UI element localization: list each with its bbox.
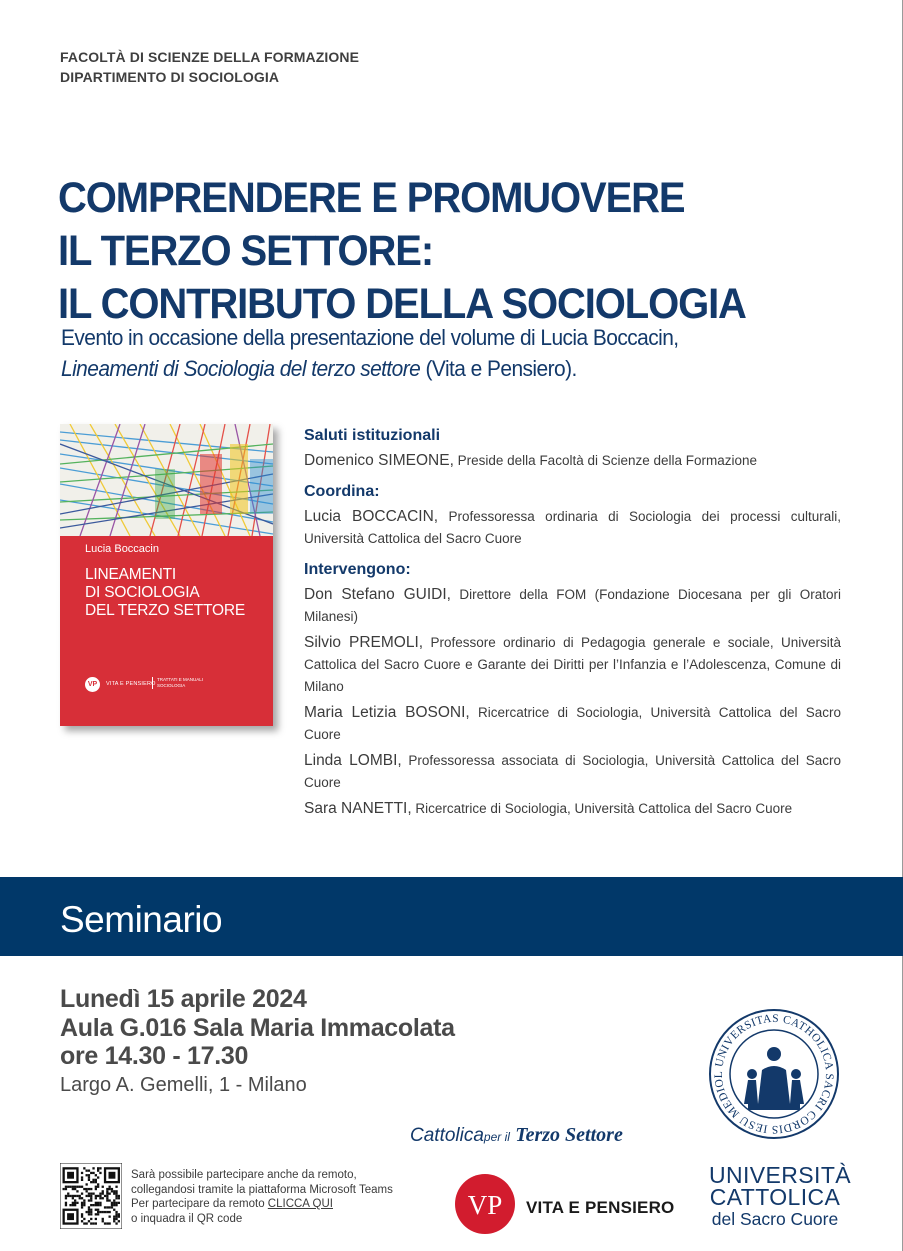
speaker-role: Professore ordinario di Pedagogia generale e sociale, Università Cattolica del Sacro Cuore e Garante dei Diritti per l’Infanzia e l’Adolescenza, Comune di Milano bbox=[304, 635, 841, 694]
speaker-entry bbox=[304, 506, 841, 550]
speaker-name: Silvio PREMOLI, bbox=[304, 634, 424, 651]
title-line-2: IL TERZO SETTORE: bbox=[58, 227, 434, 275]
speaker-role: Preside della Facoltà di Scienze della Formazione bbox=[453, 453, 758, 468]
publisher-note: (Vita e Pensiero). bbox=[425, 356, 577, 381]
book-series-line-2: SOCIOLOGIA bbox=[157, 683, 186, 688]
book-series bbox=[152, 677, 203, 689]
book-title-italic: Lineamenti di Sociologia del terzo settore bbox=[61, 356, 421, 381]
qr-code-icon[interactable] bbox=[60, 1163, 122, 1229]
terzo-settore-word: Terzo Settore bbox=[515, 1124, 623, 1146]
university-name bbox=[709, 1162, 852, 1230]
book-cover-art bbox=[60, 424, 273, 536]
uni-line-3: del Sacro Cuore bbox=[711, 1209, 839, 1229]
per-il-word: per il bbox=[483, 1130, 510, 1144]
university-seal bbox=[708, 1008, 840, 1140]
event-subtitle bbox=[61, 322, 679, 384]
event-details bbox=[60, 985, 455, 1071]
saluti-heading: Saluti istituzionali bbox=[304, 427, 441, 444]
speaker-role: Ricercatrice di Sociologia, Università Cattolica del Sacro Cuore bbox=[411, 801, 793, 816]
speaker-entry bbox=[304, 584, 841, 628]
speaker-role: Ricercatrice di Sociologia, Università Cattolica del Sacro Cuore bbox=[304, 705, 841, 742]
title-line-3: IL CONTRIBUTO DELLA SOCIOLOGIA bbox=[58, 280, 746, 328]
speaker-entry bbox=[304, 702, 841, 746]
vp-logo-text: VP bbox=[467, 1190, 503, 1220]
book-publisher: VITA E PENSIERO bbox=[106, 681, 156, 687]
book-title-line-2: DI SOCIOLOGIA bbox=[85, 584, 200, 601]
remote-participation-note bbox=[131, 1168, 431, 1226]
speaker-name: Linda LOMBI, bbox=[304, 752, 402, 769]
program bbox=[304, 426, 841, 820]
speaker-role: Direttore della FOM (Fondazione Diocesana per gli Oratori Milanesi) bbox=[304, 587, 841, 624]
remote-line-2: collegandosi tramite la piattaforma Microsoft Teams bbox=[131, 1183, 393, 1196]
book-series-line-1: TRATTATI E MANUALI bbox=[157, 677, 204, 682]
speaker-name: Lucia BOCCACIN, bbox=[304, 508, 439, 525]
book-cover-title bbox=[85, 566, 245, 620]
speaker-name: Maria Letizia BOSONI, bbox=[304, 704, 470, 721]
seal-inscription: UNIVERSITAS CATHOLICA SACRI CORDIS IESU MEDIOL bbox=[712, 1012, 836, 1136]
event-address: Largo A. Gemelli, 1 - Milano bbox=[60, 1074, 307, 1096]
subtitle-line-1: Evento in occasione della presentazione del volume di Lucia Boccacin, bbox=[61, 325, 679, 350]
speaker-entry bbox=[304, 632, 841, 698]
book-title-line-1: LINEAMENTI bbox=[85, 566, 177, 583]
book-cover bbox=[60, 424, 273, 726]
remote-line-4: o inquadra il QR code bbox=[131, 1212, 243, 1225]
event-room: Aula G.016 Sala Maria Immacolata bbox=[60, 1013, 455, 1042]
cattolica-terzo-settore-logo bbox=[410, 1124, 623, 1147]
uni-line-2: CATTOLICA bbox=[709, 1184, 841, 1210]
intervengono-heading: Intervengono: bbox=[304, 561, 411, 578]
subtitle-line-2 bbox=[61, 353, 679, 384]
cattolica-word: Cattolica bbox=[410, 1125, 484, 1146]
clicca-qui-link[interactable]: CLICCA QUI bbox=[267, 1198, 333, 1210]
book-title-line-3: DEL TERZO SETTORE bbox=[85, 602, 245, 619]
faculty-header bbox=[60, 47, 359, 87]
speaker-entry bbox=[304, 450, 841, 472]
department-name: DIPARTIMENTO DI SOCIOLOGIA bbox=[60, 69, 280, 85]
faculty-name: FACOLTÀ DI SCIENZE DELLA FORMAZIONE bbox=[60, 49, 360, 65]
uni-line-1: UNIVERSITÀ bbox=[709, 1162, 852, 1188]
speaker-name: Don Stefano GUIDI, bbox=[304, 586, 451, 603]
vp-logo bbox=[455, 1174, 515, 1234]
event-time: ore 14.30 - 17.30 bbox=[60, 1042, 249, 1070]
speaker-name: Sara NANETTI, bbox=[304, 800, 412, 817]
speaker-entry bbox=[304, 798, 841, 820]
qr-code[interactable] bbox=[60, 1163, 122, 1229]
remote-line-3-text: Per partecipare da remoto bbox=[131, 1198, 268, 1210]
event-title bbox=[58, 172, 746, 331]
speaker-role: Professoressa ordinaria di Sociologia dei processi culturali, Università Cattolica del Sacro Cuore bbox=[304, 509, 841, 546]
speaker-entry bbox=[304, 750, 841, 794]
vp-publisher-name: VITA E PENSIERO bbox=[526, 1198, 675, 1217]
coordina-heading: Coordina: bbox=[304, 483, 380, 500]
title-line-1: COMPRENDERE E PROMUOVERE bbox=[58, 174, 685, 222]
book-vp-logo: VP bbox=[85, 677, 100, 692]
speaker-role: Professoressa associata di Sociologia, Università Cattolica del Sacro Cuore bbox=[304, 753, 841, 790]
event-date: Lunedì 15 aprile 2024 bbox=[60, 985, 307, 1013]
seminario-label: Seminario bbox=[60, 899, 223, 940]
remote-line-1: Sarà possibile partecipare anche da remoto, bbox=[131, 1169, 357, 1181]
speaker-name: Domenico SIMEONE, bbox=[304, 452, 454, 469]
book-author: Lucia Boccacin bbox=[85, 543, 159, 555]
remote-line-3 bbox=[131, 1197, 431, 1212]
